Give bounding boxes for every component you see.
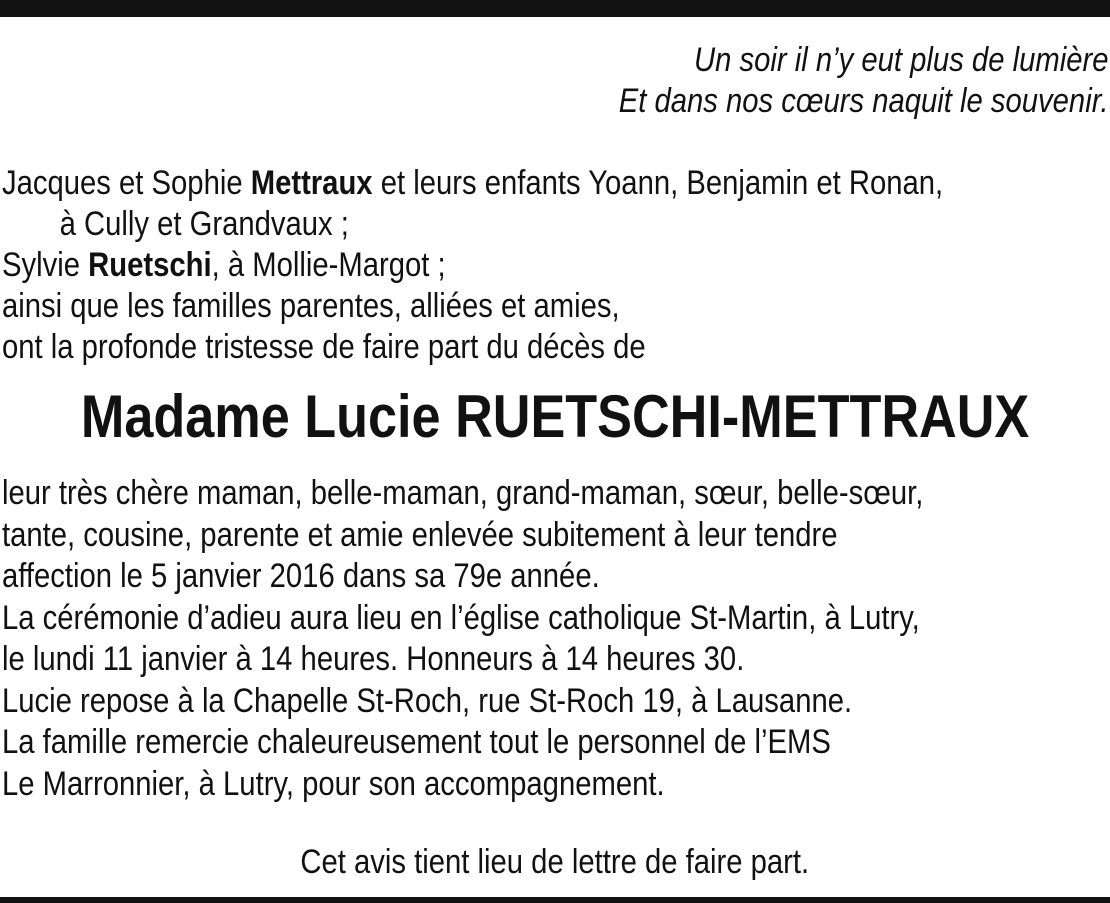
body-line-8: Le Marronnier, à Lutry, pour son accompagnement. xyxy=(2,764,665,803)
deceased-name-text: Madame Lucie RUETSCHI-METTRAUX xyxy=(80,383,1030,450)
body-line-2: tante, cousine, parente et amie enlevée subitement à leur tendre xyxy=(2,515,838,554)
body-line-6: Lucie repose à la Chapelle St-Roch, rue St-Roch 19, à Lausanne. xyxy=(2,681,853,720)
top-border-rule xyxy=(0,0,1110,17)
closing-note xyxy=(0,842,1110,883)
family-line-1-prefix: Jacques et Sophie xyxy=(2,164,251,202)
body-line-7: La famille remercie chaleureusement tout le personnel de l’EMS xyxy=(2,723,831,761)
family-line-1 xyxy=(2,163,943,204)
body-line-4: La cérémonie d’adieu aura lieu en l’église catholique St-Martin, à Lutry, xyxy=(2,598,920,637)
family-line-3-suffix: , à Mollie-Margot ; xyxy=(211,246,446,284)
epigraph-line-1: Un soir il n’y eut plus de lumière xyxy=(693,41,1108,79)
family-line-2: à Cully et Grandvaux ; xyxy=(59,205,349,243)
bottom-border-rule xyxy=(0,897,1110,903)
family-surname-ruetschi: Ruetschi xyxy=(88,246,212,284)
family-announcement xyxy=(2,163,943,368)
family-line-1-suffix: et leurs enfants Yoann, Benjamin et Ronan, xyxy=(372,164,944,202)
notice-body xyxy=(2,473,923,805)
family-line-3-prefix: Sylvie xyxy=(2,246,89,284)
family-surname-mettraux: Mettraux xyxy=(250,164,373,202)
family-line-4: ainsi que les familles parentes, alliées et amies, xyxy=(2,287,620,325)
deceased-name-heading xyxy=(0,381,1110,453)
body-line-5: le lundi 11 janvier à 14 heures. Honneurs à 14 heures 30. xyxy=(2,640,745,678)
body-line-3: affection le 5 janvier 2016 dans sa 79e année. xyxy=(2,557,600,595)
body-line-1: leur très chère maman, belle-maman, grand-maman, sœur, belle-sœur, xyxy=(2,474,924,512)
epigraph xyxy=(618,40,1108,122)
epigraph-line-2: Et dans nos cœurs naquit le souvenir. xyxy=(618,82,1108,120)
closing-note-text: Cet avis tient lieu de lettre de faire part. xyxy=(300,843,810,881)
family-line-3 xyxy=(2,245,943,286)
family-line-5: ont la profonde tristesse de faire part du décès de xyxy=(2,328,646,366)
